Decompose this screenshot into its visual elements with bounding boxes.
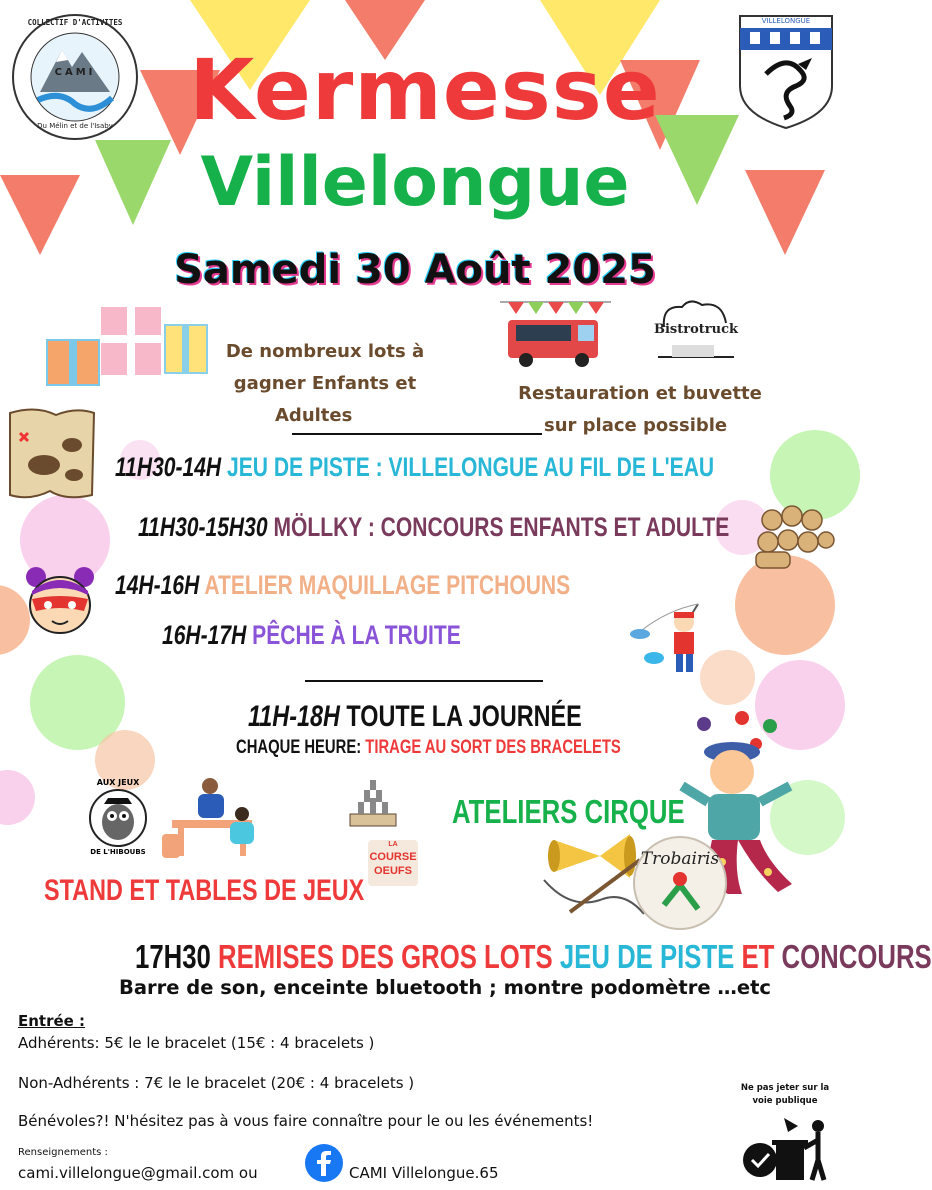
no-littering-notice (730, 1082, 840, 1108)
chess-game-icon (348, 778, 398, 828)
schedule-row (115, 452, 714, 483)
bubble (0, 770, 35, 825)
remise-part: CONCOURS (781, 938, 932, 975)
ateliers-cirque-label: ATELIERS CIRQUE (452, 793, 685, 830)
no-littering-line: Ne pas jeter sur la (740, 1083, 830, 1093)
title-kermesse: Kermesse (189, 41, 661, 139)
cami-logo-ring-text: COLLECTIF D'ACTIVITES (27, 18, 123, 27)
trobairis-logo (628, 835, 732, 931)
people-playing-icon (158, 776, 268, 870)
trobairis-label: Trobairis (640, 849, 720, 869)
bistrotruck-label: Bistrotruck (654, 322, 738, 337)
event-date: Samedi 30 Août 2025 (174, 247, 656, 293)
schedule-activity: PÊCHE À LA TRUITE (252, 620, 461, 650)
lots-line: Adultes (275, 405, 353, 426)
all-day-label: TOUTE LA JOURNÉE (346, 700, 582, 733)
remise-row (135, 938, 932, 976)
divider-line (305, 680, 543, 682)
cami-logo-center: CAMI (54, 67, 96, 78)
lots-line: De nombreux lots à (225, 341, 425, 362)
fishing-icon (628, 600, 708, 676)
lots-line: gagner Enfants et (233, 373, 417, 394)
schedule-row (115, 570, 570, 601)
course-oeufs-line: COURSE (369, 851, 417, 863)
remise-part: REMISES DES GROS LOTS (218, 938, 553, 975)
schedule-row (162, 620, 461, 651)
course-oeufs-line: LA (388, 841, 398, 848)
schedule-activity: MÖLLKY : CONCOURS ENFANTS ET ADULTE (273, 512, 730, 542)
facebook-page[interactable]: CAMI Villelongue.65 (349, 1164, 499, 1182)
restauration-text (500, 378, 780, 442)
schedule-row (138, 512, 729, 543)
facebook-icon[interactable] (305, 1144, 343, 1182)
restauration-line: Restauration et buvette (518, 383, 762, 404)
remise-time: 17H30 (135, 938, 211, 975)
entree-adherents: Adhérents: 5€ le le bracelet (15€ : 4 bracelets ) (18, 1034, 375, 1052)
course-oeufs-logo (368, 840, 418, 886)
benevoles-text: Bénévoles?! N'hésitez pas à vous faire connaître pour le ou les événements! (18, 1112, 594, 1130)
aux-jeux-logo-top: AUX JEUX (96, 778, 140, 787)
entree-heading: Entrée : (18, 1012, 86, 1030)
contact-label: Renseignements : (18, 1147, 108, 1158)
course-oeufs-line: OEUFS (374, 865, 412, 877)
schedule-activity: JEU DE PISTE : VILLELONGUE AU FIL DE L'EAU (227, 452, 715, 482)
trash-bin-icon (738, 1112, 834, 1184)
all-day-row (248, 700, 582, 734)
villelongue-crest (738, 14, 834, 130)
schedule-time: 11H30-14H (115, 452, 222, 482)
draw-row (236, 737, 621, 759)
contact-email[interactable]: cami.villelongue@gmail.com ou (18, 1164, 258, 1182)
entree-non-adherents: Non-Adhérents : 7€ le le bracelet (20€ : 4 bracelets ) (18, 1074, 415, 1092)
gift-icon (45, 285, 215, 390)
draw-label: CHAQUE HEURE: (236, 737, 362, 758)
no-littering-line: voie publique (752, 1096, 818, 1106)
all-day-time: 11H-18H (248, 700, 340, 733)
schedule-activity: ATELIER MAQUILLAGE PITCHOUNS (204, 570, 571, 600)
schedule-time: 14H-16H (115, 570, 200, 600)
remise-part: JEU DE PISTE (559, 938, 735, 975)
bistrotruck-logo (650, 297, 742, 371)
face-paint-icon (22, 565, 98, 637)
villelongue-crest-label: VILLELONGUE (761, 17, 811, 25)
title-villelongue: Villelongue (200, 143, 630, 222)
lots-text (205, 336, 445, 432)
cami-logo-bottom-text: Du Mélin et de l'Isaby (37, 122, 113, 130)
schedule-time: 16H-17H (162, 620, 247, 650)
prizes-text: Barre de son, enceinte bluetooth ; montre podomètre …etc (119, 976, 771, 999)
schedule-time: 11H30-15H30 (138, 512, 268, 542)
treasure-map-icon (6, 405, 98, 503)
cami-logo (10, 12, 140, 142)
stand-jeux-label: STAND ET TABLES DE JEUX (44, 874, 365, 907)
pennant-flag (0, 175, 80, 255)
aux-jeux-logo (82, 778, 154, 858)
aux-jeux-logo-bottom: DE L'HIBOUBS (90, 848, 146, 856)
pennant-flag (745, 170, 825, 255)
restauration-line: sur place possible (544, 415, 728, 436)
food-truck-icon (498, 292, 613, 372)
draw-activity: TIRAGE AU SORT DES BRACELETS (365, 737, 621, 758)
molkky-icon (752, 500, 836, 576)
remise-part: ET (741, 938, 775, 975)
bubble (700, 650, 755, 705)
